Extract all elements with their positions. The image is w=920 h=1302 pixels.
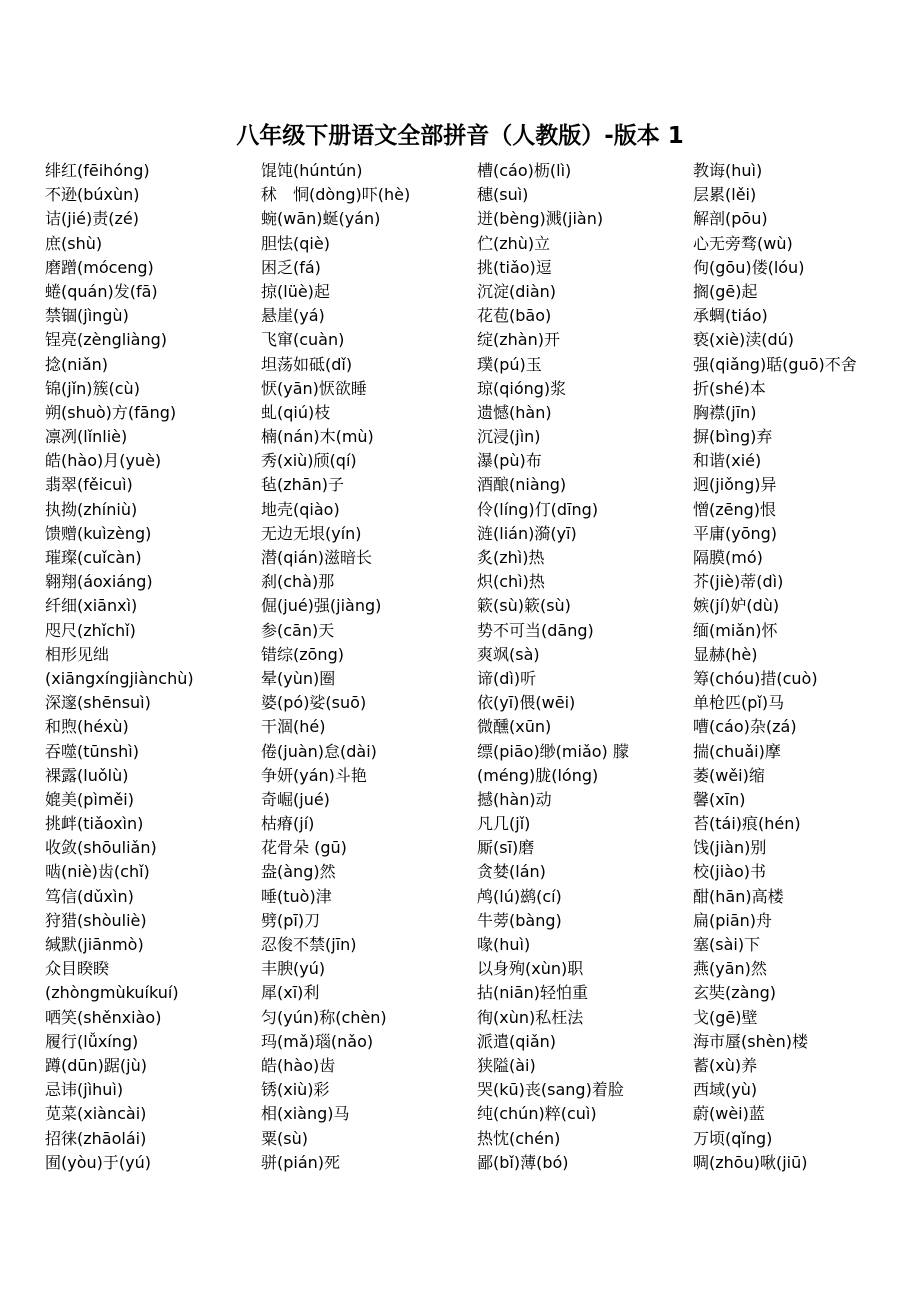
- vocab-entry: 承蜩(tiáo): [693, 306, 768, 326]
- vocab-entry: 唾(tuò)津: [261, 886, 332, 906]
- vocab-entry: 挑衅(tiǎoxìn): [45, 814, 144, 834]
- vocab-entry: 收敛(shōuliǎn): [45, 838, 157, 858]
- vocab-entry: 万顷(qǐng): [693, 1128, 773, 1148]
- vocab-entry: 炙(zhì)热: [477, 548, 545, 567]
- vocab-entry: 显赫(hè): [693, 644, 758, 664]
- vocab-entry: 迥(jiǒng)异: [693, 475, 777, 495]
- vocab-entry: 嘈(cáo)杂(zá): [693, 717, 797, 737]
- vocab-entry: 刹(chà)那: [261, 572, 335, 592]
- vocab-entry: 凡几(jǐ): [477, 814, 531, 834]
- vocab-entry: 徇(xùn)私枉法: [477, 1007, 584, 1027]
- word-column-3: [477, 159, 629, 1175]
- vocab-entry: 笃信(dǔxìn): [45, 886, 134, 906]
- vocab-entry: 胆怯(qiè): [261, 233, 330, 253]
- vocab-entry: 璞(pú)玉: [477, 354, 542, 374]
- vocab-entry: 朔(shuò)方(fāng): [45, 402, 177, 422]
- vocab-entry: 酒酿(niàng): [477, 475, 567, 495]
- vocab-entry: 凛冽(lǐnliè): [45, 427, 128, 447]
- vocab-entry: 塞(sài)下: [693, 935, 761, 954]
- vocab-entry: 憎(zēng)恨: [693, 499, 777, 519]
- vocab-entry: 吞噬(tūnshì): [45, 741, 139, 761]
- vocab-entry: 恹(yān)恹欲睡: [261, 378, 367, 398]
- vocab-entry: 枯瘠(jí): [261, 814, 315, 834]
- vocab-entry: 地壳(qiào): [261, 499, 340, 519]
- vocab-entry: 婆(pó)娑(suō): [261, 693, 367, 713]
- vocab-entry: 校(jiào)书: [693, 862, 766, 882]
- vocab-entry: 皓(hào)齿: [261, 1055, 336, 1075]
- vocab-entry: 晕(yùn)圈: [261, 668, 336, 688]
- vocab-entry: 势不可当(dāng): [477, 620, 594, 640]
- vocab-entry: 胸襟(jīn): [693, 402, 757, 422]
- vocab-entry: 燕(yān)然: [693, 959, 767, 979]
- vocab-entry: 狭隘(ài): [477, 1055, 536, 1075]
- vocab-entry: 派遣(qiǎn): [477, 1031, 557, 1051]
- vocab-entry: 盎(àng)然: [261, 862, 336, 882]
- vocab-entry: 花骨朵 (gū): [261, 838, 347, 858]
- vocab-entry: 搁(gē)起: [693, 281, 758, 301]
- vocab-entry: 绽(zhàn)开: [477, 330, 560, 350]
- vocab-entry: 萎(wěi)缩: [693, 765, 765, 785]
- vocab-entry: 微醺(xūn): [477, 717, 552, 737]
- vocab-entry: 秀(xiù)颀(qí): [261, 451, 357, 471]
- vocab-entry: 槽(cáo)枥(lì): [477, 161, 572, 180]
- vocab-entry: 庶(shù): [45, 233, 103, 253]
- vocab-entry: 层累(lěi): [693, 185, 757, 205]
- vocab-entry: 绯红(fēihóng): [45, 161, 150, 180]
- vocab-entry: 虬(qiú)枝: [261, 402, 331, 422]
- vocab-entry: 秫 恫(dòng)吓(hè): [261, 185, 411, 205]
- vocab-entry: 芥(jiè)蒂(dì): [693, 572, 784, 592]
- vocab-entry: 蔚(wèi)蓝: [693, 1104, 765, 1124]
- vocab-entry: 热忱(chén): [477, 1128, 561, 1148]
- vocab-entry: 无边无垠(yín): [261, 523, 362, 543]
- vocab-entry: 强(qiǎng)聒(guō)不舍: [693, 354, 857, 374]
- vocab-entry: 拈(niān)轻怕重: [477, 983, 589, 1003]
- vocab-entry: 海市蜃(shèn)楼: [693, 1031, 808, 1051]
- vocab-entry: 酣(hān)高楼: [693, 886, 784, 906]
- vocab-entry: 伫(zhù)立: [477, 233, 551, 253]
- page-title: 八年级下册语文全部拼音（人教版）-版本 1: [236, 123, 684, 149]
- vocab-entry: 喙(huì): [477, 935, 531, 954]
- vocab-entry: 解剖(pōu): [693, 209, 768, 229]
- vocab-entry: 参(cān)天: [261, 620, 335, 640]
- vocab-entry: (méng)胧(lóng): [477, 765, 599, 785]
- vocab-entry: 倦(juàn)怠(dài): [261, 741, 377, 761]
- vocab-entry: 匀(yún)称(chèn): [261, 1007, 387, 1027]
- vocab-entry: 簌(sù)簌(sù): [477, 596, 571, 616]
- vocab-entry: 磨蹭(móceng): [45, 257, 154, 277]
- vocab-entry: 鸬(lú)鹚(cí): [477, 886, 562, 906]
- vocab-entry: 花苞(bāo): [477, 306, 552, 326]
- vocab-entry: 牛蒡(bàng): [477, 910, 562, 930]
- vocab-entry: 裸露(luǒlù): [45, 765, 129, 785]
- vocab-entry: 哭(kū)丧(sang)着脸: [477, 1080, 624, 1100]
- vocab-entry: 馨(xīn): [693, 789, 746, 809]
- vocab-entry: 众目睽睽: [45, 959, 110, 979]
- vocab-entry: 忍俊不禁(jīn): [261, 935, 357, 954]
- vocab-entry: 坦荡如砥(dǐ): [261, 354, 353, 374]
- vocab-entry: 炽(chì)热: [477, 572, 545, 592]
- vocab-entry: 飞窜(cuàn): [261, 330, 345, 350]
- vocab-entry: 哂笑(shěnxiào): [45, 1007, 162, 1027]
- vocab-entry: 缥(piāo)缈(miǎo) 朦: [477, 741, 629, 761]
- vocab-entry: 蜷(quán)发(fā): [45, 281, 158, 301]
- vocab-entry: 揣(chuǎi)摩: [693, 741, 781, 761]
- vocab-entry: 捻(niǎn): [45, 354, 109, 374]
- vocab-entry: 饯(jiàn)别: [693, 838, 767, 858]
- vocab-entry: 玛(mǎ)瑙(nǎo): [261, 1031, 374, 1051]
- vocab-entry: 沉淀(diàn): [477, 281, 557, 301]
- vocab-entry: 悬崖(yá): [261, 306, 325, 326]
- word-column-4: [693, 159, 857, 1175]
- vocab-entry: 不逊(búxùn): [45, 185, 140, 205]
- vocab-entry: 馄饨(húntún): [261, 161, 363, 180]
- vocab-entry: 锦(jǐn)簇(cù): [45, 378, 140, 398]
- vocab-entry: 潜(qián)滋暗长: [261, 548, 373, 567]
- vocab-entry: 摒(bìng)弃: [693, 427, 773, 447]
- vocab-entry: 咫尺(zhǐchǐ): [45, 620, 136, 640]
- vocab-entry: 亵(xiè)渎(dú): [693, 330, 795, 350]
- vocab-entry: 穗(suì): [477, 185, 529, 205]
- vocab-entry: 苋菜(xiàncài): [45, 1104, 147, 1124]
- vocab-entry: 谛(dì)听: [477, 668, 537, 688]
- vocab-entry: 诘(jié)责(zé): [45, 209, 139, 229]
- vocab-entry: 扁(piān)舟: [693, 910, 773, 930]
- vocab-entry: 丰腴(yú): [261, 959, 326, 979]
- vocab-entry: 纯(chún)粹(cuì): [477, 1104, 597, 1124]
- vocab-entry: 瀑(pù)布: [477, 451, 542, 471]
- vocab-entry: 贪婪(lán): [477, 862, 546, 882]
- vocab-entry: 困乏(fá): [261, 257, 321, 277]
- vocab-entry: 楠(nán)木(mù): [261, 427, 374, 447]
- word-column-1: [45, 159, 194, 1175]
- vocab-entry: 玄奘(zàng): [693, 983, 776, 1003]
- vocab-entry: 厮(sī)磨: [477, 838, 535, 858]
- vocab-entry: 沉浸(jìn): [477, 427, 541, 447]
- vocab-entry: 皓(hào)月(yuè): [45, 451, 162, 471]
- vocab-entry: 锃亮(zèngliàng): [45, 330, 168, 350]
- vocab-entry: 劈(pī)刀: [261, 910, 321, 930]
- vocab-entry: 履行(lǚxíng): [45, 1031, 139, 1051]
- vocab-entry: 忌讳(jìhuì): [45, 1080, 124, 1100]
- vocab-entry: 隔膜(mó): [693, 548, 763, 567]
- vocab-entry: 璀璨(cuǐcàn): [45, 548, 142, 567]
- vocab-entry: 相(xiàng)马: [261, 1104, 350, 1124]
- vocab-entry: 迸(bèng)溅(jiàn): [477, 209, 604, 229]
- vocab-entry: 狩猎(shòuliè): [45, 910, 147, 930]
- vocab-entry: (zhòngmùkuíkuí): [45, 983, 179, 1003]
- vocab-entry: 苔(tái)痕(hén): [693, 814, 801, 834]
- vocab-entry: 筹(chóu)措(cuò): [693, 668, 818, 688]
- vocab-entry: 涟(lián)漪(yī): [477, 523, 577, 543]
- vocab-entry: 干涸(hé): [261, 717, 326, 737]
- vocab-entry: 蜿(wān)蜒(yán): [261, 209, 381, 229]
- vocab-entry: 骈(pián)死: [261, 1152, 341, 1172]
- vocab-entry: 媲美(pìměi): [45, 789, 134, 809]
- vocab-entry: 以身殉(xùn)职: [477, 959, 584, 979]
- vocab-entry: 戈(gē)壁: [693, 1007, 758, 1027]
- vocab-entry: 蹲(dūn)踞(jù): [45, 1055, 147, 1075]
- vocab-entry: 相形见绌: [45, 644, 110, 664]
- vocab-entry: 啁(zhōu)啾(jiū): [693, 1152, 808, 1172]
- vocab-entry: 倔(jué)强(jiàng): [261, 596, 382, 616]
- vocab-entry: 撼(hàn)动: [477, 789, 552, 809]
- vocab-entry: 馈赠(kuìzèng): [45, 523, 152, 543]
- vocab-entry: 教诲(huì): [693, 161, 763, 180]
- vocab-entry: 鄙(bǐ)薄(bó): [477, 1152, 569, 1172]
- vocab-entry: (xiāngxíngjiànchù): [45, 668, 194, 688]
- vocab-entry: 西域(yù): [693, 1080, 758, 1100]
- word-column-2: [261, 159, 410, 1175]
- vocab-entry: 毡(zhān)子: [261, 475, 344, 495]
- vocab-entry: 争妍(yán)斗艳: [261, 765, 367, 785]
- vocab-entry: 招徕(zhāolái): [45, 1128, 147, 1148]
- vocab-entry: 纤细(xiānxì): [45, 596, 138, 616]
- vocab-entry: 蓄(xù)养: [693, 1055, 758, 1075]
- vocab-entry: 啮(niè)齿(chǐ): [45, 862, 150, 882]
- vocab-entry: 和煦(héxù): [45, 717, 129, 737]
- vocab-entry: 琼(qióng)浆: [477, 378, 567, 398]
- vocab-entry: 平庸(yōng): [693, 523, 778, 543]
- vocab-entry: 囿(yòu)于(yú): [45, 1152, 151, 1172]
- vocab-entry: 缅(miǎn)怀: [693, 620, 778, 640]
- vocab-entry: 嫉(jí)妒(dù): [693, 596, 780, 616]
- vocab-entry: 奇崛(jué): [261, 789, 330, 809]
- vocab-entry: 缄默(jiānmò): [45, 935, 144, 954]
- vocab-entry: 执拗(zhíniù): [45, 499, 138, 519]
- vocab-entry: 翱翔(áoxiáng): [45, 572, 153, 592]
- vocab-entry: 掠(lüè)起: [261, 281, 330, 301]
- vocab-entry: 犀(xī)利: [261, 983, 320, 1003]
- vocab-entry: 深邃(shēnsuì): [45, 693, 151, 713]
- vocab-entry: 遗憾(hàn): [477, 402, 552, 422]
- vocab-entry: 折(shé)本: [693, 378, 766, 398]
- vocab-entry: 错综(zōng): [261, 644, 344, 664]
- vocab-entry: 翡翠(fěicuì): [45, 475, 133, 495]
- vocab-entry: 爽飒(sà): [477, 644, 540, 664]
- vocab-entry: 挑(tiǎo)逗: [477, 257, 552, 277]
- vocab-entry: 佝(gōu)偻(lóu): [693, 257, 805, 277]
- vocab-entry: 心无旁骛(wù): [693, 233, 793, 253]
- vocab-entry: 单枪匹(pǐ)马: [693, 693, 785, 713]
- vocab-entry: 依(yī)偎(wēi): [477, 693, 576, 713]
- vocab-entry: 伶(líng)仃(dīng): [477, 499, 599, 519]
- vocab-entry: 锈(xiù)彩: [261, 1080, 330, 1100]
- vocab-entry: 和谐(xié): [693, 451, 762, 471]
- vocab-entry: 禁锢(jìngù): [45, 306, 129, 326]
- vocab-entry: 粟(sù): [261, 1128, 308, 1148]
